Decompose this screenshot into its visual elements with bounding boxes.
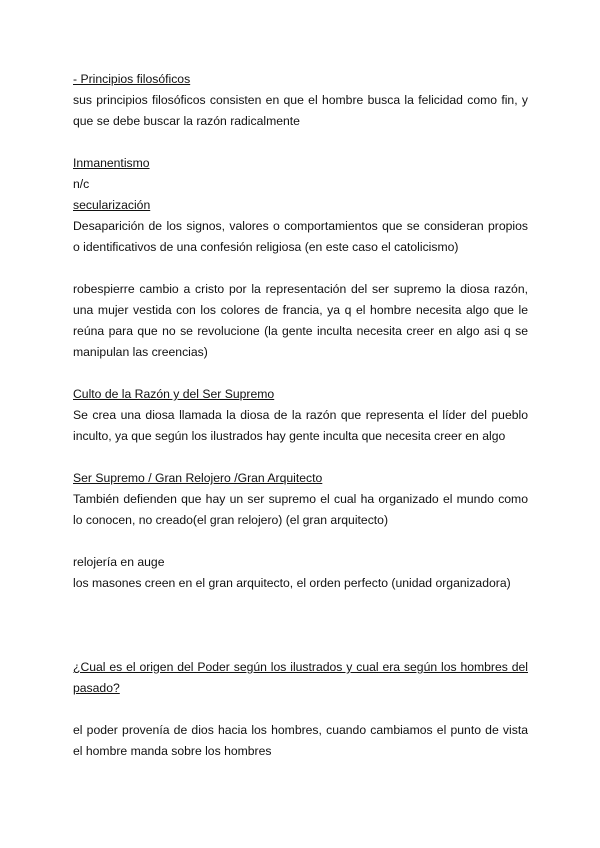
paragraph-ser-supremo: También defienden que hay un ser supremo el cual ha organizado el mundo como lo conocen, no creado(el gran relojero) (el gran arquitecto) (73, 492, 528, 527)
heading-origen-poder: ¿Cual es el origen del Poder según los ilustrados y cual era según los hombres del pasado? (73, 660, 528, 695)
spacer (73, 594, 528, 657)
paragraph-culto-razon: Se crea una diosa llamada la diosa de la razón que representa el líder del pueblo inculto, ya que según los ilustrados hay gente inculta que necesita creer en algo (73, 408, 528, 443)
heading-inmanentismo: Inmanentismo (73, 156, 150, 170)
paragraph-secularizacion: Desaparición de los signos, valores o comportamientos que se consideran propios o identificativos de una confesión religiosa (en este caso el catolicismo) (73, 219, 528, 254)
spacer (73, 258, 528, 279)
paragraph-relojeria: relojería en auge (73, 555, 165, 569)
paragraph-principios: sus principios filosóficos consisten en que el hombre busca la felicidad como fin, y que se debe buscar la razón radicalmente (73, 93, 528, 128)
spacer (73, 447, 528, 468)
paragraph-origen-poder: el poder provenía de dios hacia los hombres, cuando cambiamos el punto de vista el hombre manda sobre los hombres (73, 723, 528, 758)
paragraph-masones: los masones creen en el gran arquitecto, el orden perfecto (unidad organizadora) (73, 576, 511, 590)
spacer (73, 363, 528, 384)
paragraph-inmanentismo: n/c (73, 177, 90, 191)
document-content (73, 69, 528, 762)
heading-ser-supremo: Ser Supremo / Gran Relojero /Gran Arquitecto (73, 471, 323, 485)
spacer (73, 699, 528, 720)
spacer (73, 531, 528, 552)
heading-principios-filosoficos: - Principios filosóficos (73, 72, 191, 86)
heading-secularizacion: secularización (73, 198, 151, 212)
spacer (73, 132, 528, 153)
heading-culto-razon: Culto de la Razón y del Ser Supremo (73, 387, 275, 401)
paragraph-robespierre: robespierre cambio a cristo por la representación del ser supremo la diosa razón, una mujer vestida con los colores de francia, ya q el hombre necesita algo que le reúna para que no se revolucione (la gente inculta necesita creer en algo asi q se manipulan las creencias) (73, 282, 528, 359)
